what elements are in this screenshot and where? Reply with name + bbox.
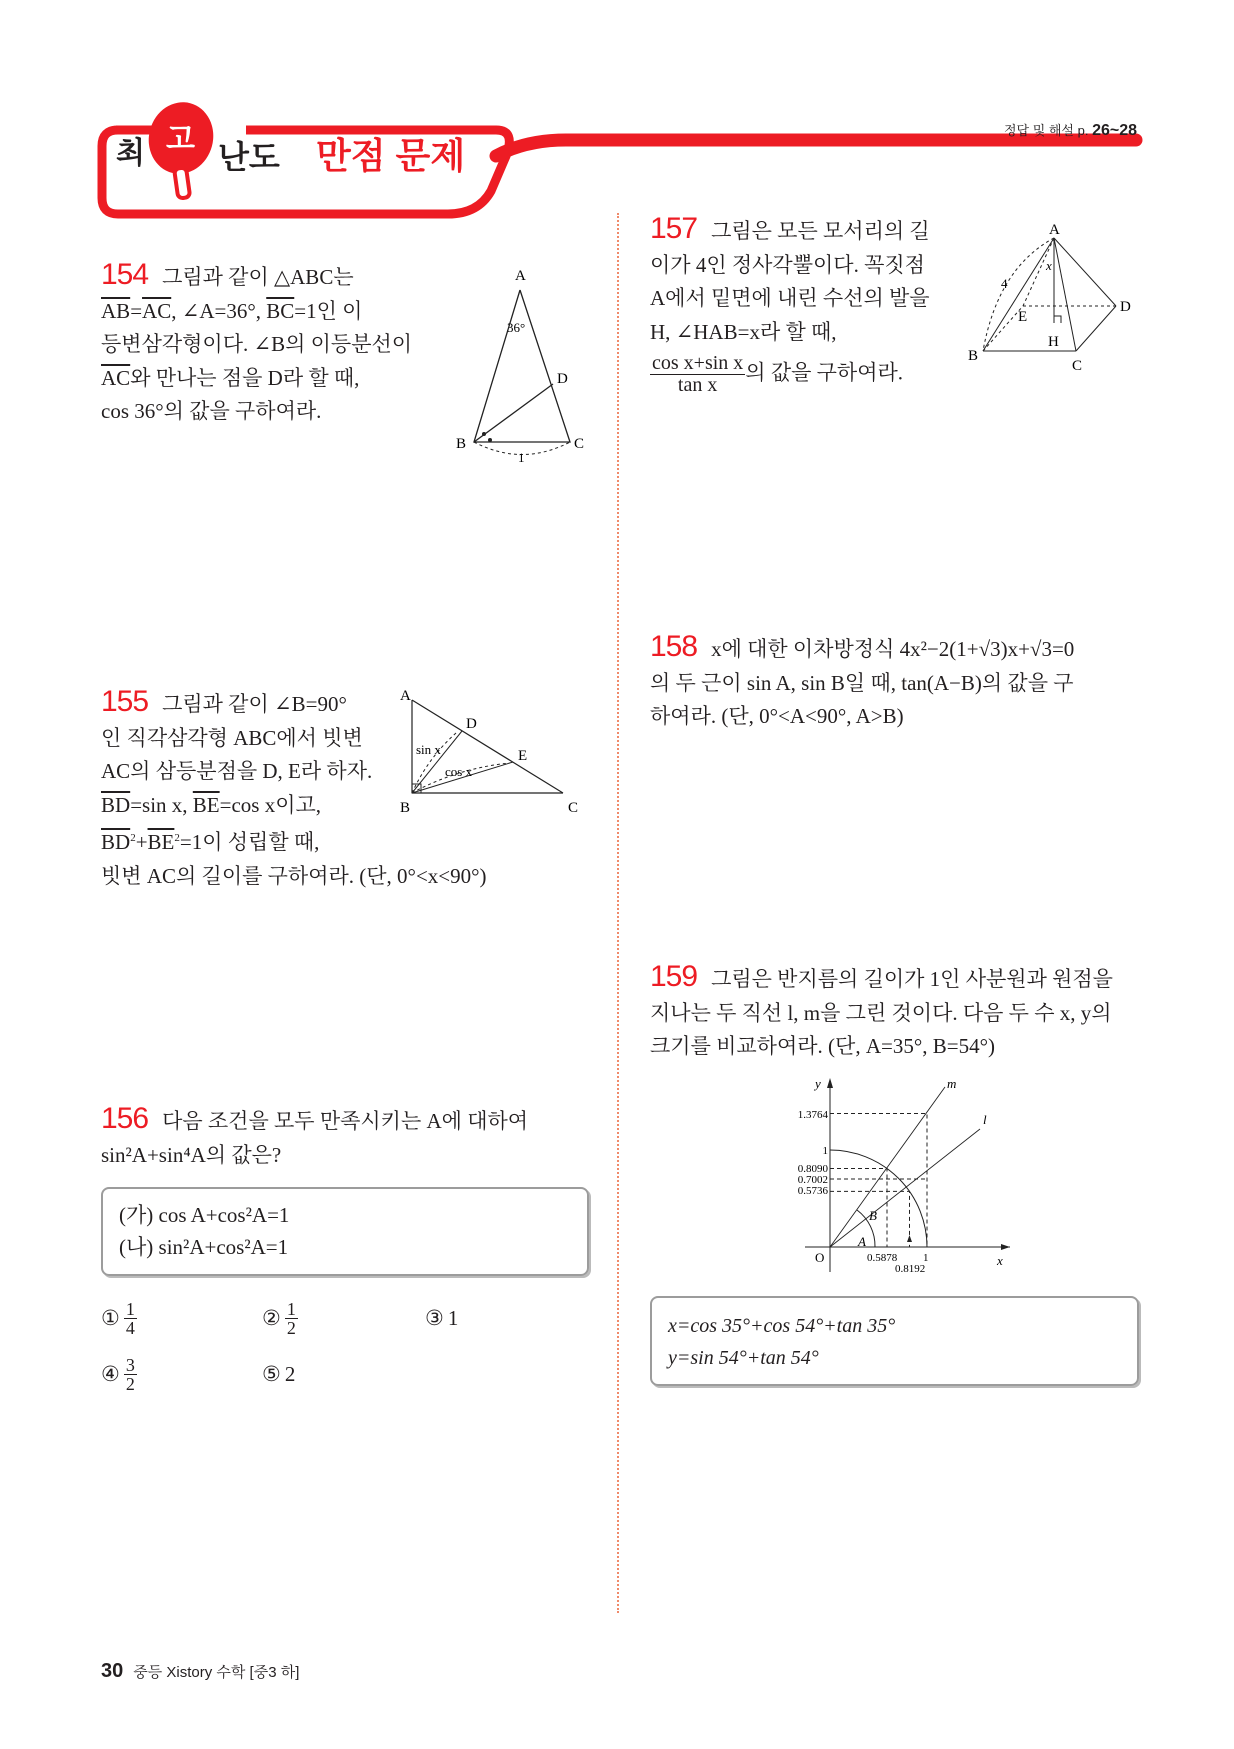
problem-157: [650, 212, 930, 396]
xtick: 0.5878: [867, 1252, 898, 1264]
problem-number: 154: [101, 258, 149, 291]
angle-b-label: B: [869, 1208, 877, 1223]
choice-5[interactable]: [262, 1362, 295, 1387]
fraction: [650, 353, 745, 396]
problem-text: 그림은 반지름의 길이가 1인 사분원과 원점을: [711, 967, 1113, 991]
label-e: E: [518, 748, 528, 764]
fraction: [124, 1356, 137, 1393]
page-footer: [101, 1660, 299, 1683]
angle-a-label: A: [858, 1234, 866, 1249]
label-b: B: [400, 800, 411, 816]
label-a: A: [400, 688, 411, 704]
choice-mark: ②: [262, 1306, 281, 1330]
problem-text: 등변삼각형이다. ∠B의 이등분선이: [101, 332, 413, 357]
expression-x: x=cos 35°+cos 54°+tan 35°: [668, 1315, 896, 1337]
choice-mark: ④: [101, 1362, 120, 1386]
problem-number: 158: [650, 630, 698, 663]
origin-label: O: [815, 1250, 825, 1265]
label-c: C: [1072, 358, 1083, 374]
figure-right-triangle: [398, 688, 593, 818]
denominator: 4: [125, 1318, 135, 1338]
problem-text: 그림은 모든 모서리의 길: [711, 219, 930, 243]
problem-number: 159: [650, 960, 698, 993]
label-side: 1: [518, 450, 525, 465]
problem-text: =1이 성립할 때,: [179, 830, 320, 855]
fraction: [124, 1300, 137, 1337]
ytick: 1: [822, 1145, 828, 1157]
problem-number: 156: [101, 1102, 149, 1135]
condition-ga: (가) cos A+cos²A=1: [119, 1203, 290, 1227]
expression-y: y=sin 54°+tan 54°: [668, 1347, 819, 1369]
line-l-label: l: [983, 1112, 987, 1127]
expressions-box: [650, 1296, 1139, 1386]
problem-number: 157: [650, 212, 698, 245]
choice-mark: ⑤: [262, 1362, 281, 1386]
segment-bc: $\overline{BC}$: [266, 298, 295, 323]
label-a: A: [515, 268, 526, 284]
ytick: 0.5736: [797, 1185, 828, 1197]
problem-text: =1인 이: [294, 298, 363, 323]
figure-unit-quarter-circle: [775, 1072, 1020, 1277]
label-d: D: [557, 371, 568, 387]
column-divider: [617, 213, 619, 1613]
problem-text: 이가 4인 정사각뿔이다. 꼭짓점: [650, 252, 925, 277]
label-x: x: [1046, 258, 1052, 273]
label-h: H: [1048, 334, 1059, 350]
denominator: 2: [286, 1318, 296, 1338]
problem-156: [101, 1102, 528, 1172]
problem-text: 그림과 같이 ∠B=90°: [162, 692, 347, 716]
figure-isosceles-triangle: [450, 262, 595, 472]
problem-text: 인 직각삼각형 ABC에서 빗변: [101, 725, 363, 750]
segment-ac: $\overline{AC}$: [142, 298, 172, 323]
page-number: 30: [101, 1660, 124, 1682]
numerator: 1: [125, 1299, 135, 1319]
problem-text: 의 값을 구하여라.: [745, 360, 904, 385]
exponent: 2: [174, 832, 180, 845]
label-d: D: [1120, 299, 1131, 315]
segment-bd: $\overline{BD}$: [101, 792, 131, 817]
problem-text: =sin x,: [130, 792, 193, 817]
problem-text: cos 36°의 값을 구하여라.: [101, 399, 322, 424]
problem-text: 크기를 비교하여라. (단, A=35°, B=54°): [650, 1034, 995, 1059]
segment-ac: $\overline{AC}$: [101, 365, 131, 390]
problem-text: 의 두 근이 sin A, sin B일 때, tan(A−B)의 값을 구: [650, 670, 1074, 695]
header-title-red: 만점 문제: [316, 135, 466, 176]
segment-bd: $\overline{BD}$: [101, 830, 131, 855]
axis-x-label: x: [997, 1253, 1003, 1268]
label-b: B: [456, 436, 467, 452]
answer-reference: [1004, 120, 1137, 140]
problem-text: H, ∠HAB=x라 할 때,: [650, 319, 837, 344]
problem-text: +: [135, 830, 148, 855]
ytick: 1.3764: [797, 1109, 828, 1121]
numerator: 1: [286, 1299, 296, 1319]
exponent: 2: [130, 832, 136, 845]
problem-text: 다음 조건을 모두 만족시키는 A에 대하여: [162, 1109, 529, 1133]
problem-text: 하여라. (단, 0°<A<90°, A>B): [650, 704, 904, 729]
label-edge: 4: [1001, 276, 1008, 291]
label-c: C: [568, 800, 579, 816]
header-title-choe: 최: [116, 137, 145, 170]
condition-na: (나) sin²A+cos²A=1: [119, 1235, 289, 1259]
choice-3[interactable]: [425, 1306, 458, 1331]
conditions-box: [101, 1187, 589, 1276]
problem-159: [650, 960, 1113, 1064]
answer-ref-pages: 26~28: [1092, 122, 1137, 139]
label-d: D: [466, 716, 477, 732]
problem-text: AC의 삼등분점을 D, E라 하자.: [101, 759, 373, 784]
label-a: A: [1049, 222, 1060, 238]
header-title-nando: 난도: [218, 139, 280, 175]
label-c: C: [574, 436, 585, 452]
problem-text: 빗변 AC의 길이를 구하여라. (단, 0°<x<90°): [101, 863, 487, 888]
problem-number: 155: [101, 685, 149, 718]
xtick: 0.8192: [895, 1263, 926, 1275]
problem-158: [650, 630, 1074, 734]
problem-text: =cos x이고,: [219, 792, 322, 817]
segment-be: $\overline{BE}$: [192, 792, 220, 817]
section-header: [96, 96, 1146, 221]
segment-ab: $\overline{AB}$: [101, 298, 131, 323]
problem-text: =: [130, 298, 143, 323]
header-title-go: 고: [166, 123, 195, 156]
problem-text: sin²A+sin⁴A의 값은?: [101, 1142, 282, 1167]
problem-text: 와 만나는 점을 D라 할 때,: [130, 365, 360, 390]
choice-value: 1: [447, 1306, 459, 1330]
line-m-label: m: [947, 1076, 957, 1091]
problem-text: , ∠A=36°,: [171, 298, 267, 323]
figure-square-pyramid: [968, 218, 1143, 378]
fraction: [285, 1300, 298, 1337]
answer-ref-label: 정답 및 해설 p.: [1003, 123, 1089, 138]
label-sin: sin x: [416, 742, 441, 757]
problem-text: x에 대한 이차방정식 4x²−2(1+√3)x+√3=0: [711, 637, 1075, 661]
choice-mark: ①: [101, 1306, 120, 1330]
segment-be: $\overline{BE}$: [147, 830, 175, 855]
problem-154: [101, 258, 412, 429]
axis-y-label: y: [815, 1076, 821, 1091]
book-title: 중등 Xistory 수학 [중3 하]: [133, 1664, 300, 1681]
numerator: 3: [125, 1355, 135, 1375]
ytick: 0.7002: [797, 1174, 828, 1186]
label-cos: cos x: [445, 764, 473, 779]
choice-2[interactable]: [262, 1300, 298, 1337]
problem-text: A에서 밑면에 내린 수선의 발을: [650, 286, 930, 311]
label-angle: 36°: [507, 320, 526, 335]
ytick: 0.8090: [797, 1163, 828, 1175]
choice-4[interactable]: [101, 1356, 137, 1393]
problem-text: 지나는 두 직선 l, m을 그린 것이다. 다음 두 수 x, y의: [650, 1000, 1112, 1025]
problem-text: 그림과 같이 △ABC는: [162, 265, 354, 289]
label-b: B: [968, 348, 979, 364]
label-e: E: [1018, 309, 1028, 325]
choice-1[interactable]: [101, 1300, 137, 1337]
xtick: 1: [923, 1252, 929, 1264]
choice-value: 2: [284, 1362, 296, 1386]
denominator: tan x: [677, 374, 718, 397]
choice-mark: ③: [425, 1306, 444, 1330]
numerator: cos x+sin x: [652, 352, 744, 375]
denominator: 2: [125, 1374, 135, 1394]
